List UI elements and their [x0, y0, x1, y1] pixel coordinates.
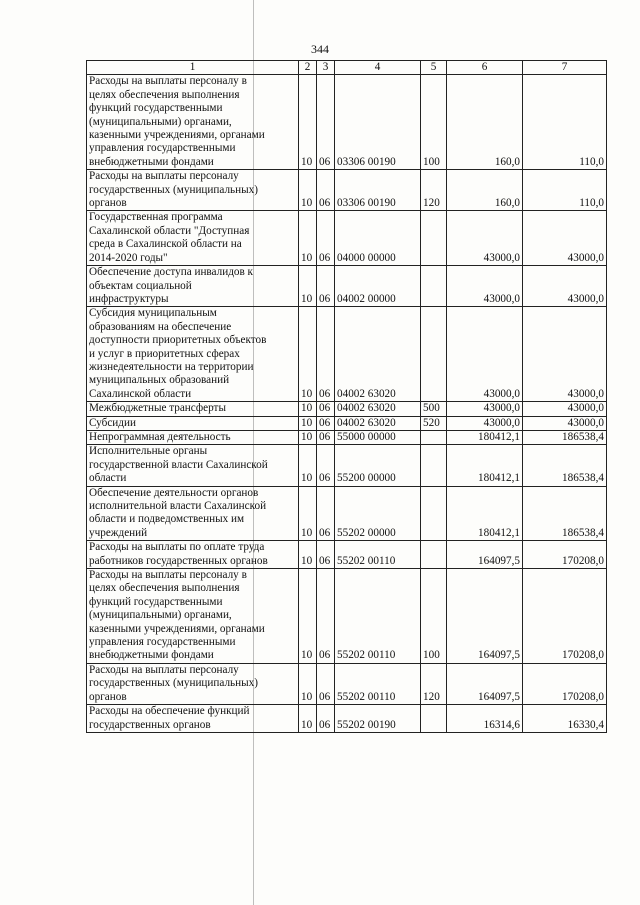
cell-sum2: 170208,0	[523, 663, 607, 704]
cell-pr: 06	[317, 416, 335, 430]
cell-csr: 04002 63020	[335, 402, 421, 416]
cell-csr: 04000 00000	[335, 211, 421, 266]
table-row	[87, 569, 607, 664]
cell-name: Расходы на выплаты персоналу в целях обеспечения выполнения функций государственными (муниципальными) органами, казенными учреждениями, органами управления государственными внебюджетными фондами	[87, 569, 299, 664]
cell-rz: 10	[299, 663, 317, 704]
cell-name: Непрограммная деятельность	[87, 430, 299, 444]
cell-name: Расходы на выплаты персоналу государственных (муниципальных) органов	[87, 170, 299, 211]
column-header: 6	[447, 61, 523, 75]
cell-sum1: 43000,0	[447, 266, 523, 307]
cell-vr	[421, 486, 447, 541]
cell-vr	[421, 211, 447, 266]
cell-sum2: 110,0	[523, 170, 607, 211]
cell-sum1: 43000,0	[447, 211, 523, 266]
cell-rz: 10	[299, 211, 317, 266]
column-header: 7	[523, 61, 607, 75]
cell-sum1: 164097,5	[447, 541, 523, 569]
table-row	[87, 170, 607, 211]
cell-vr	[421, 445, 447, 486]
column-header: 2	[299, 61, 317, 75]
cell-sum2: 43000,0	[523, 307, 607, 402]
column-header: 1	[87, 61, 299, 75]
table-row	[87, 705, 607, 733]
cell-sum1: 160,0	[447, 170, 523, 211]
cell-name: Субсидии	[87, 416, 299, 430]
cell-rz: 10	[299, 170, 317, 211]
cell-rz: 10	[299, 307, 317, 402]
table-row	[87, 307, 607, 402]
table-row	[87, 75, 607, 170]
cell-sum2: 170208,0	[523, 569, 607, 664]
cell-sum2: 43000,0	[523, 402, 607, 416]
cell-pr: 06	[317, 170, 335, 211]
cell-csr: 03306 00190	[335, 170, 421, 211]
cell-sum1: 43000,0	[447, 402, 523, 416]
cell-name: Межбюджетные трансферты	[87, 402, 299, 416]
cell-vr	[421, 430, 447, 444]
table-body	[87, 75, 607, 733]
cell-vr	[421, 705, 447, 733]
cell-pr: 06	[317, 445, 335, 486]
cell-sum2: 186538,4	[523, 445, 607, 486]
table-row	[87, 541, 607, 569]
cell-rz: 10	[299, 705, 317, 733]
cell-name: Расходы на выплаты персоналу государственных (муниципальных) органов	[87, 663, 299, 704]
cell-pr: 06	[317, 75, 335, 170]
table-row	[87, 211, 607, 266]
cell-csr: 55202 00110	[335, 663, 421, 704]
cell-vr: 100	[421, 75, 447, 170]
cell-pr: 06	[317, 430, 335, 444]
cell-sum1: 16314,6	[447, 705, 523, 733]
cell-pr: 06	[317, 663, 335, 704]
cell-csr: 55202 00110	[335, 569, 421, 664]
table-row	[87, 663, 607, 704]
cell-name: Расходы на выплаты по оплате труда работников государственных органов	[87, 541, 299, 569]
column-header: 3	[317, 61, 335, 75]
cell-csr: 55000 00000	[335, 430, 421, 444]
cell-sum2: 43000,0	[523, 416, 607, 430]
cell-pr: 06	[317, 307, 335, 402]
cell-csr: 04002 63020	[335, 307, 421, 402]
cell-rz: 10	[299, 402, 317, 416]
cell-csr: 55200 00000	[335, 445, 421, 486]
cell-name: Расходы на обеспечение функций государственных органов	[87, 705, 299, 733]
cell-rz: 10	[299, 486, 317, 541]
cell-rz: 10	[299, 445, 317, 486]
table-row	[87, 445, 607, 486]
table-row	[87, 402, 607, 416]
cell-rz: 10	[299, 541, 317, 569]
cell-name: Субсидия муниципальным образованиям на обеспечение доступности приоритетных объектов и услуг в приоритетных сферах жизнедеятельности на территории муниципальных образований Сахалинской области	[87, 307, 299, 402]
cell-vr: 120	[421, 663, 447, 704]
cell-pr: 06	[317, 705, 335, 733]
header-row	[87, 61, 607, 75]
cell-pr: 06	[317, 402, 335, 416]
cell-sum2: 186538,4	[523, 486, 607, 541]
cell-rz: 10	[299, 266, 317, 307]
cell-rz: 10	[299, 569, 317, 664]
table-row	[87, 430, 607, 444]
cell-pr: 06	[317, 486, 335, 541]
cell-pr: 06	[317, 266, 335, 307]
cell-vr	[421, 541, 447, 569]
cell-vr	[421, 307, 447, 402]
column-header: 4	[335, 61, 421, 75]
cell-csr: 04002 00000	[335, 266, 421, 307]
page-number: 344	[311, 42, 329, 56]
cell-sum2: 186538,4	[523, 430, 607, 444]
cell-csr: 03306 00190	[335, 75, 421, 170]
cell-sum2: 170208,0	[523, 541, 607, 569]
cell-pr: 06	[317, 541, 335, 569]
cell-sum1: 180412,1	[447, 486, 523, 541]
budget-table	[86, 60, 607, 733]
cell-sum1: 43000,0	[447, 416, 523, 430]
cell-rz: 10	[299, 416, 317, 430]
cell-csr: 55202 00110	[335, 541, 421, 569]
cell-sum2: 43000,0	[523, 211, 607, 266]
cell-csr: 04002 63020	[335, 416, 421, 430]
cell-sum1: 180412,1	[447, 430, 523, 444]
cell-pr: 06	[317, 211, 335, 266]
cell-name: Исполнительные органы государственной власти Сахалинской области	[87, 445, 299, 486]
cell-rz: 10	[299, 430, 317, 444]
cell-sum1: 164097,5	[447, 663, 523, 704]
cell-pr: 06	[317, 569, 335, 664]
cell-sum1: 43000,0	[447, 307, 523, 402]
cell-csr: 55202 00190	[335, 705, 421, 733]
cell-csr: 55202 00000	[335, 486, 421, 541]
cell-sum1: 180412,1	[447, 445, 523, 486]
table-row	[87, 416, 607, 430]
cell-sum2: 16330,4	[523, 705, 607, 733]
cell-name: Государственная программа Сахалинской области "Доступная среда в Сахалинской области на 2014-2020 годы"	[87, 211, 299, 266]
cell-sum2: 43000,0	[523, 266, 607, 307]
cell-vr: 500	[421, 402, 447, 416]
cell-vr: 520	[421, 416, 447, 430]
table-row	[87, 486, 607, 541]
cell-name: Обеспечение деятельности органов исполнительной власти Сахалинской области и подведомственных им учреждений	[87, 486, 299, 541]
cell-vr	[421, 266, 447, 307]
cell-name: Обеспечение доступа инвалидов к объектам социальной инфраструктуры	[87, 266, 299, 307]
cell-rz: 10	[299, 75, 317, 170]
cell-name: Расходы на выплаты персоналу в целях обеспечения выполнения функций государственными (муниципальными) органами, казенными учреждениями, органами управления государственными внебюджетными фондами	[87, 75, 299, 170]
cell-sum1: 164097,5	[447, 569, 523, 664]
cell-sum2: 110,0	[523, 75, 607, 170]
cell-sum1: 160,0	[447, 75, 523, 170]
column-header: 5	[421, 61, 447, 75]
table-row	[87, 266, 607, 307]
cell-vr: 100	[421, 569, 447, 664]
cell-vr: 120	[421, 170, 447, 211]
